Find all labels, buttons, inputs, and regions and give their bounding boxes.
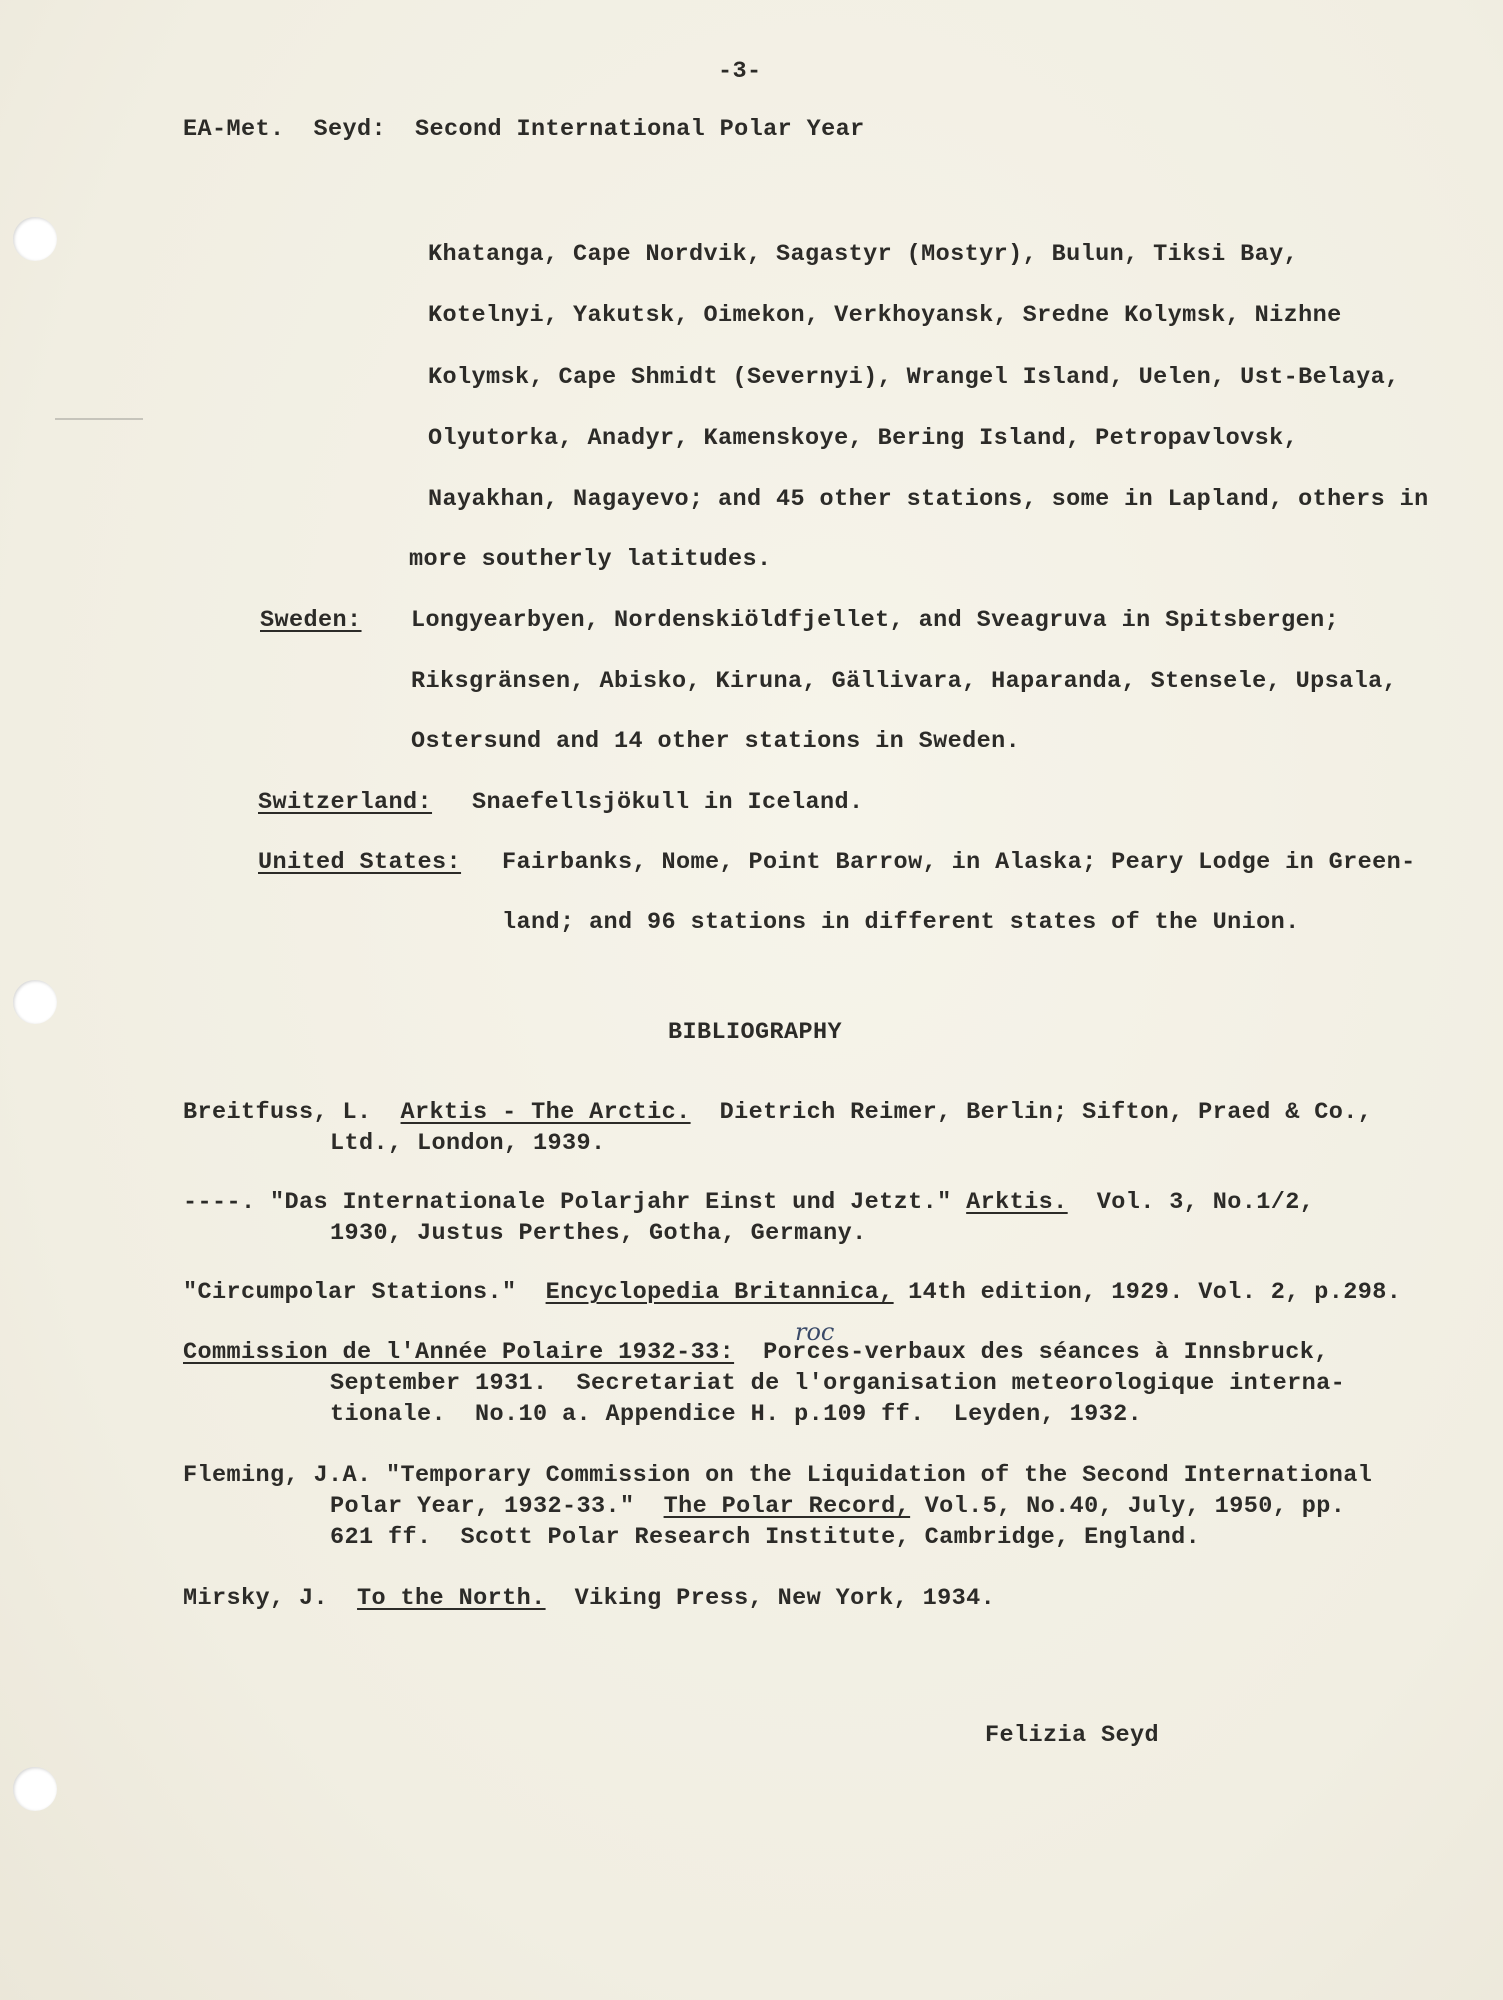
bib-author: Mirsky, J. [183, 1585, 329, 1612]
bibliography-heading: BIBLIOGRAPHY [668, 1019, 843, 1046]
station-line: Kolymsk, Cape Shmidt (Severnyi), Wrangel Island, Uelen, Ust-Belaya, [428, 364, 1400, 391]
bib-author: Fleming, J.A. [183, 1462, 372, 1489]
bib-rest: 14th edition, 1929. Vol. 2, p.298. [908, 1279, 1402, 1306]
bib-rest: Dietrich Reimer, Berlin; Sifton, Praed & Co., [719, 1099, 1373, 1126]
station-line: Olyutorka, Anadyr, Kamenskoye, Bering Island, Petropavlovsk, [428, 425, 1299, 452]
bib-title: Arktis. [966, 1189, 1068, 1216]
bib-title: Encyclopedia Britannica, [545, 1279, 894, 1306]
bib-author: Breitfuss, L. [183, 1099, 372, 1126]
page-number: -3- [718, 58, 762, 85]
bib-title: Arktis - The Arctic. [400, 1099, 691, 1126]
bib-title: The Polar Record, [663, 1493, 911, 1520]
bib-rest: Viking Press, New York, 1934. [574, 1585, 996, 1612]
bib-title: Commission de l'Année Polaire 1932-33: [183, 1339, 735, 1366]
page-header: EA-Met. Seyd: Second International Polar Year [183, 116, 865, 143]
bib-entry-6 [183, 1585, 995, 1613]
station-line: Khatanga, Cape Nordvik, Sagastyr (Mostyr), Bulun, Tiksi Bay, [428, 241, 1299, 268]
bib-entry-5-line3: 621 ff. Scott Polar Research Institute, Cambridge, England. [330, 1524, 1201, 1551]
bib-quote: "Temporary Commission on the Liquidation of the Second International [386, 1462, 1373, 1489]
signature-name: Felizia Seyd [985, 1722, 1160, 1749]
bib-quote-cont: Polar Year, 1932-33." [330, 1493, 635, 1520]
bib-entry-4-line3: tionale. No.10 a. Appendice H. p.109 ff. Leyden, 1932. [330, 1401, 1143, 1428]
bib-entry-4-line2: September 1931. Secretariat de l'organisation meteorologique interna- [330, 1370, 1346, 1397]
bib-quote: "Das Internationale Polarjahr Einst und Jetzt." [270, 1189, 952, 1216]
faint-mark [55, 418, 143, 420]
country-label-switzerland: Switzerland: [258, 789, 433, 816]
switzerland-text: Snaefellsjökull in Iceland. [472, 789, 864, 816]
bib-quote: "Circumpolar Stations." [183, 1279, 517, 1306]
bib-entry-3 [183, 1279, 1401, 1307]
bib-entry-2-line2: 1930, Justus Perthes, Gotha, Germany. [330, 1220, 867, 1247]
station-line: more southerly latitudes. [409, 546, 772, 573]
bib-entry-2 [183, 1189, 1314, 1217]
bib-rest: Porces-verbaux des séances à Innsbruck, [763, 1339, 1329, 1366]
country-label-sweden: Sweden: [260, 607, 362, 634]
bib-rest: Vol.5, No.40, July, 1950, pp. [924, 1493, 1346, 1520]
country-label-united-states: United States: [258, 849, 462, 876]
bib-title: To the North. [357, 1585, 546, 1612]
bib-entry-1-line2: Ltd., London, 1939. [330, 1130, 606, 1157]
bib-entry-5 [183, 1462, 1372, 1490]
sweden-line: Longyearbyen, Nordenskiöldfjellet, and Sveagruva in Spitsbergen; [411, 607, 1340, 634]
handwritten-annotation: roc [795, 1318, 835, 1346]
punch-hole [13, 1767, 57, 1811]
sweden-line: Ostersund and 14 other stations in Sweden. [411, 728, 1021, 755]
us-line: land; and 96 stations in different states of the Union. [502, 909, 1300, 936]
station-line: Nayakhan, Nagayevo; and 45 other stations, some in Lapland, others in [428, 486, 1429, 513]
bib-author: ----. [183, 1189, 256, 1216]
station-line: Kotelnyi, Yakutsk, Oimekon, Verkhoyansk, Sredne Kolymsk, Nizhne [428, 302, 1342, 329]
punch-hole [13, 980, 57, 1024]
sweden-line: Riksgränsen, Abisko, Kiruna, Gällivara, Haparanda, Stensele, Upsala, [411, 668, 1398, 695]
us-line: Fairbanks, Nome, Point Barrow, in Alaska; Peary Lodge in Green- [502, 849, 1416, 876]
bib-entry-1 [183, 1099, 1372, 1127]
bib-rest: Vol. 3, No.1/2, [1096, 1189, 1315, 1216]
punch-hole [13, 217, 57, 261]
bib-entry-4 [183, 1339, 1329, 1367]
bib-entry-5-line2 [330, 1493, 1345, 1521]
